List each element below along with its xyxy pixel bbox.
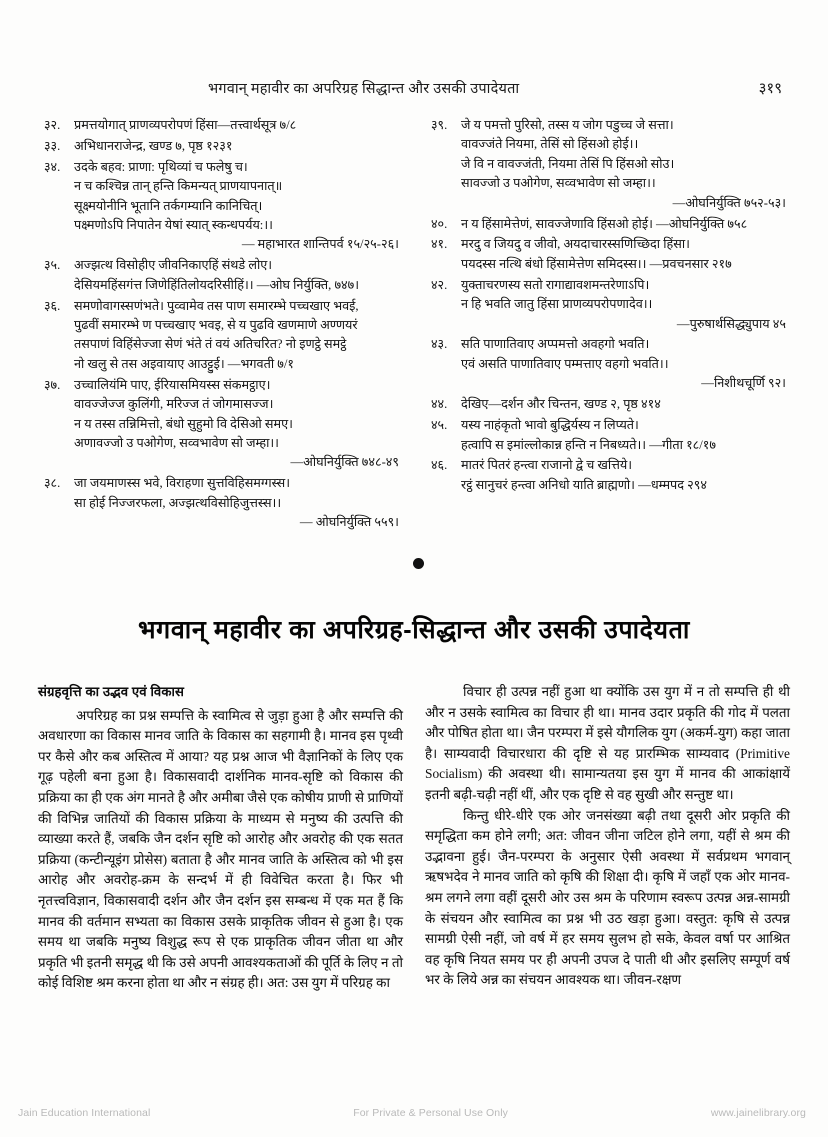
footnote-line: पयदस्स नत्थि बंधो हिंसामेत्तेण समिदस्स।। —प्रवचनसार २१७ — [461, 256, 732, 271]
footnote-line: जे वि न वावज्जंती, नियमा तेसिं पि हिंसओ सोउ। — [461, 156, 675, 171]
running-head — [60, 78, 782, 104]
footnote-item — [40, 158, 401, 255]
footnote-number: ३९. — [431, 118, 448, 132]
footnote-text — [74, 158, 401, 255]
footnote-number: ३६. — [44, 298, 61, 313]
footnote-item — [427, 276, 788, 334]
footer-organization: Jain Education International — [18, 1107, 151, 1119]
footnote-line: यस्य नाहंकृतो भावो बुद्धिर्यस्य न लिप्यते। — [461, 418, 639, 433]
footnote-source-citation: — महाभारत शान्तिपर्व १५/२५-२६। — [241, 237, 399, 252]
footnote-text — [74, 256, 401, 295]
footnote-item — [40, 256, 401, 295]
footnote-line: न च कश्चिन्न तान् हन्ति किमन्यत् प्राणयापनात्॥ — [74, 179, 283, 194]
footnote-line: एवं असति पाणातिवाए पम्मत्ताए वहगो भवति।। — [461, 356, 669, 371]
footnote-number: ४५. — [431, 418, 448, 433]
section-subheading: संग्रहवृत्ति का उद्भव एवं विकास — [38, 684, 185, 699]
footnote-line: नो खलु से तस अइवायाए आउट्टुई। —भगवती ७/१ — [74, 356, 295, 371]
footnote-item — [427, 416, 788, 455]
footnote-source-citation: —पुरुषार्थसिद्ध्युपाय ४५ — [676, 316, 786, 331]
footnote-line: जे य पमत्तो पुरिसो, तस्स य जोग पडुच्च जे सत्ता। — [461, 118, 674, 132]
footer-website-link[interactable]: www.jainelibrary.org — [710, 1107, 806, 1119]
footnote-item — [40, 474, 401, 532]
body-paragraph: अपरिग्रह का प्रश्न सम्पत्ति के स्वामित्व से जुड़ा हुआ है और सम्पत्ति की अवधारणा का विकास मानव जाति के विकास का सहगामी है। मानव इस पृथ्वी पर कैसे और कब अस्तित्व में आया? यह प्रश्न आज भी वैज्ञानिकों के लिए एक गूढ़ पहेली बना हुआ है। विकासवादी दार्शनिक मानव-सृष्टि को विकास की प्रक्रिया का ही एक अंग मानते है और अमीबा जैसे एक कोषीय प्राणी से प्राणियों की विभिन्न जातियों की विकास प्रक्रिया के माध्यम से मनुष्य की उत्पत्ति की व्याख्या करते हैं, जबकि जैन दर्शन सृष्टि को आरोह और अवरोह की एक सतत प्रक्रिया (कन्टीन्यूइंग प्रोसेस) बताता है और मानव जाति के अस्तित्व को भी इस आरोह और अवरोह-क्रम के सन्दर्भ में ही विवेचित करता है। फिर भी नृतत्त्वविज्ञान, विकासवादी दर्शन और जैन दर्शन इस सम्बन्ध में एक मत हैं कि मानव की वर्तमान सभ्यता का विकास उसके प्राकृतिक जीवन से हुआ है। एक समय था जबकि मनुष्य विशुद्ध रूप से एक प्राकृतिक जीवन जीता था और प्रकृति भी इतनी समृद्ध थी कि उसे अपनी आवश्यकताओं की पूर्ति के लिए न तो कोई विशिष्ट श्रम करना होता था और न संग्रह ही। अत: उस युग में परिग्रह का — [38, 707, 403, 991]
footnote-text — [74, 137, 401, 156]
footnote-text — [461, 335, 788, 393]
footnote-item — [427, 395, 788, 414]
footnote-source-citation: —निशीथचूर्णि ९२। — [701, 376, 786, 391]
article-body — [38, 682, 790, 1082]
footnote-number: ३७. — [44, 377, 61, 392]
footnote-text — [74, 376, 401, 473]
footnote-line: देसियमहिंसगंत्त जिणेहिंतिलोयदरिसीहिं।। —ओघ निर्युक्ति, ७४७। — [74, 277, 360, 292]
footnote-number: ४६. — [431, 458, 448, 473]
footnote-text — [461, 215, 788, 234]
footnote-text — [461, 116, 788, 213]
footnote-item — [427, 116, 788, 213]
footnote-text — [461, 395, 788, 414]
footnote-line: उच्चालियंमि पाए, ईरियासमियस्स संकमट्ठाए। — [74, 377, 271, 392]
article-title: भगवान् महावीर का अपरिग्रह-सिद्धान्त और उसकी उपादेयता — [138, 616, 690, 644]
footnote-text — [74, 116, 401, 135]
footnote-item — [40, 297, 401, 375]
footnote-number: ४२. — [431, 277, 448, 292]
footnote-line: जा जयमाणस्स भवे, विराहणा सुत्तविहिसमग्गस्स। — [74, 476, 291, 491]
footnote-text — [461, 456, 788, 495]
footnote-line: पक्ष्मणोऽपि निपातेन येषां स्यात् स्कन्धपर्यय:।। — [74, 218, 273, 233]
footnote-line: देखिए—दर्शन और चिन्तन, खण्ड २, पृष्ठ ४१४ — [461, 397, 661, 412]
footnote-line: न य तस्स तन्निमित्तो, बंधो सुहुमो वि देसिओ समए। — [74, 416, 293, 431]
footnote-line: सति पाणातिवाए अप्पमत्तो अवहगो भवति। — [461, 337, 650, 352]
footnote-number: ३५. — [44, 258, 61, 273]
footnote-line: वावज्जंते नियमा, तेसिं सो हिंसओ होई।। — [461, 137, 639, 152]
footnote-line: सावज्जो उ पओगेण, सव्वभावेण सो जम्हा।। — [461, 176, 656, 191]
footnote-line: न य हिंसामेत्तेणं, सावज्जेणावि हिंसओ होई। —ओघनिर्युक्ति ७५८ — [461, 216, 748, 231]
decorative-dot-icon — [413, 558, 424, 569]
footnote-item — [427, 335, 788, 393]
footnote-item — [40, 376, 401, 473]
footnote-line: तसपाणं विहिंसेज्जा सेणं भंते तं वयं अतिचरित? नो इणट्ठे समट्ठे — [74, 337, 347, 352]
footnote-line: अभिधानराजेन्द्र, खण्ड ७, पृष्ठ १२३१ — [74, 138, 233, 153]
page-number: ३१९ — [758, 81, 782, 97]
body-column-right — [425, 682, 790, 1082]
footnote-text — [74, 297, 401, 375]
body-paragraph: किन्तु धीरे-धीरे एक ओर जनसंख्या बढ़ी तथा दूसरी ओर प्रकृति की समृद्धिता कम होने लगी; अत: जीवन जीना जटिल होने लगा, यहीं से श्रम की उद्भावना हुई। जैन-परम्परा के अनुसार ऐसी अवस्था में सर्वप्रथम भगवान् ऋषभदेव ने मानव जाति को कृषि की शिक्षा दी। कृषि में जहाँ एक ओर मानव-श्रम लगने लगा वहीं दूसरी ओर उस श्रम के परिणाम स्वरूप उत्पन्न अन्न-सामग्री के संचयन और स्वामित्व का प्रश्न भी उठ खड़ा हुआ। वस्तुत: कृषि से उत्पन्न सामग्री ऐसी नहीं, जो वर्ष में हर समय सुलभ हो सके, केवल वर्षा पर आश्रित वह कृषि नियत समय पर ही अपनी उपज दे पाती थी और इसलिए सम्पूर्ण वर्ष भर के लिये अन्न का संचयन आवश्यक था। जीवन-रक्षण — [425, 807, 790, 988]
footnote-line: मरदु व जियदु व जीवो, अयदाचारस्सणिच्छिदा हिंसा। — [461, 237, 690, 252]
footnote-item — [40, 137, 401, 156]
footnote-item — [427, 215, 788, 234]
left-column-paragraphs — [38, 706, 403, 994]
footnote-item — [40, 116, 401, 135]
footnote-number: ३४. — [44, 159, 61, 174]
footnote-number: ४३. — [431, 337, 448, 352]
footnote-zone — [40, 116, 788, 576]
footnote-line: वावज्जेज्ज कुलिंगी, मरिज्ज तं जोगमासज्ज। — [74, 397, 274, 412]
footnote-number: ३३. — [44, 138, 61, 153]
footnote-source-citation: — ओघनिर्युक्ति ५५९। — [299, 515, 399, 530]
footnote-line: प्रमत्तयोगात् प्राणव्यपरोपणं हिंसा—तत्त्वार्थसूत्र ७/८ — [74, 118, 297, 132]
body-paragraph: विचार ही उत्पन्न नहीं हुआ था क्योंकि उस युग में न तो सम्पत्ति ही थी और न उसके स्वामित्व का विचार ही था। मानव उदार प्रकृति की गोद में पलता और पोषित होता था। जैन परम्परा में इसे यौगलिक युग (अकर्म-युग) कहा जाता है। साम्यवादी विचारधारा की दृष्टि से यह प्रारम्भिक साम्यवाद (Primitive Socialism) की अवस्था थी। सामान्यतया इस युग में मानव की आकांक्षायें इतनी बढ़ी-चढ़ी नहीं थीं, और एक दृष्टि से वह सुखी और सन्तुष्ट था। — [425, 684, 790, 802]
footnote-item — [427, 235, 788, 274]
page-footer — [10, 1107, 818, 1119]
footnote-line: सूक्ष्मयोनीनि भूतानि तर्कगम्यानि कानिचित्। — [74, 198, 263, 213]
footnote-line: सा होई निज्जरफला, अज्झत्थविसोहिजुत्तस्स।। — [74, 495, 282, 510]
footnote-text — [461, 276, 788, 334]
footnote-line: हत्वापि स इमांल्लोकान्न हन्ति न निबध्यते।। —गीता १८/१७ — [461, 437, 716, 452]
footnote-source-citation: —ओघनिर्युक्ति ७५२-५३। — [672, 195, 786, 210]
running-head-title: भगवान् महावीर का अपरिग्रह सिद्धान्त और उसकी उपादेयता — [208, 81, 520, 97]
footnote-text — [461, 235, 788, 274]
footnote-line: पुढवीं समारम्भे ण पच्चखाए भवइ, से य पुढवि खणमाणे अण्णयरं — [74, 318, 358, 333]
footnote-number: ३२. — [44, 118, 61, 132]
body-column-left — [38, 682, 403, 1082]
footnote-column-right — [419, 116, 788, 576]
footnote-item — [427, 456, 788, 495]
right-column-paragraphs — [425, 682, 790, 991]
footnote-number: ३८. — [44, 476, 61, 491]
footnote-number: ४४. — [431, 397, 448, 412]
footnote-source-citation: —ओघनिर्युक्ति ७४८-४९ — [290, 455, 399, 470]
footnote-column-left — [40, 116, 401, 576]
footnote-text — [461, 416, 788, 455]
footer-usage-notice: For Private & Personal Use Only — [353, 1107, 509, 1119]
footnote-text — [74, 474, 401, 532]
footnote-line: रट्ठं सानुचरं हन्त्वा अनिधो याति ब्राह्मणो। —धम्मपद २९४ — [461, 477, 707, 492]
footnote-line: मातरं पितरं हन्त्वा राजानो द्वे च खत्तिये। — [461, 458, 633, 473]
footnote-line: अज्झत्थ विसोहीए जीवनिकाएहिं संथडे लोए। — [74, 258, 273, 273]
footnote-line: युक्ताचरणस्य सतो रागाद्यावशमन्तरेणाऽपि। — [461, 277, 650, 292]
footnote-number: ४१. — [431, 237, 448, 252]
footnote-line: उदके बहव: प्राणा: पृथिव्यां च फलेषु च। — [74, 159, 248, 174]
footnote-line: न हि भवति जातु हिंसा प्राणव्यपरोपणादेव।। — [461, 297, 653, 312]
footnote-line: समणोवागस्सणंभते। पुव्वामेव तस पाण समारम्भे पच्चखाए भवई, — [74, 298, 359, 313]
footnote-number: ४०. — [431, 216, 448, 231]
footnote-line: अणावज्जो उ पओगेण, सव्वभावेण सो जम्हा।। — [74, 436, 279, 450]
